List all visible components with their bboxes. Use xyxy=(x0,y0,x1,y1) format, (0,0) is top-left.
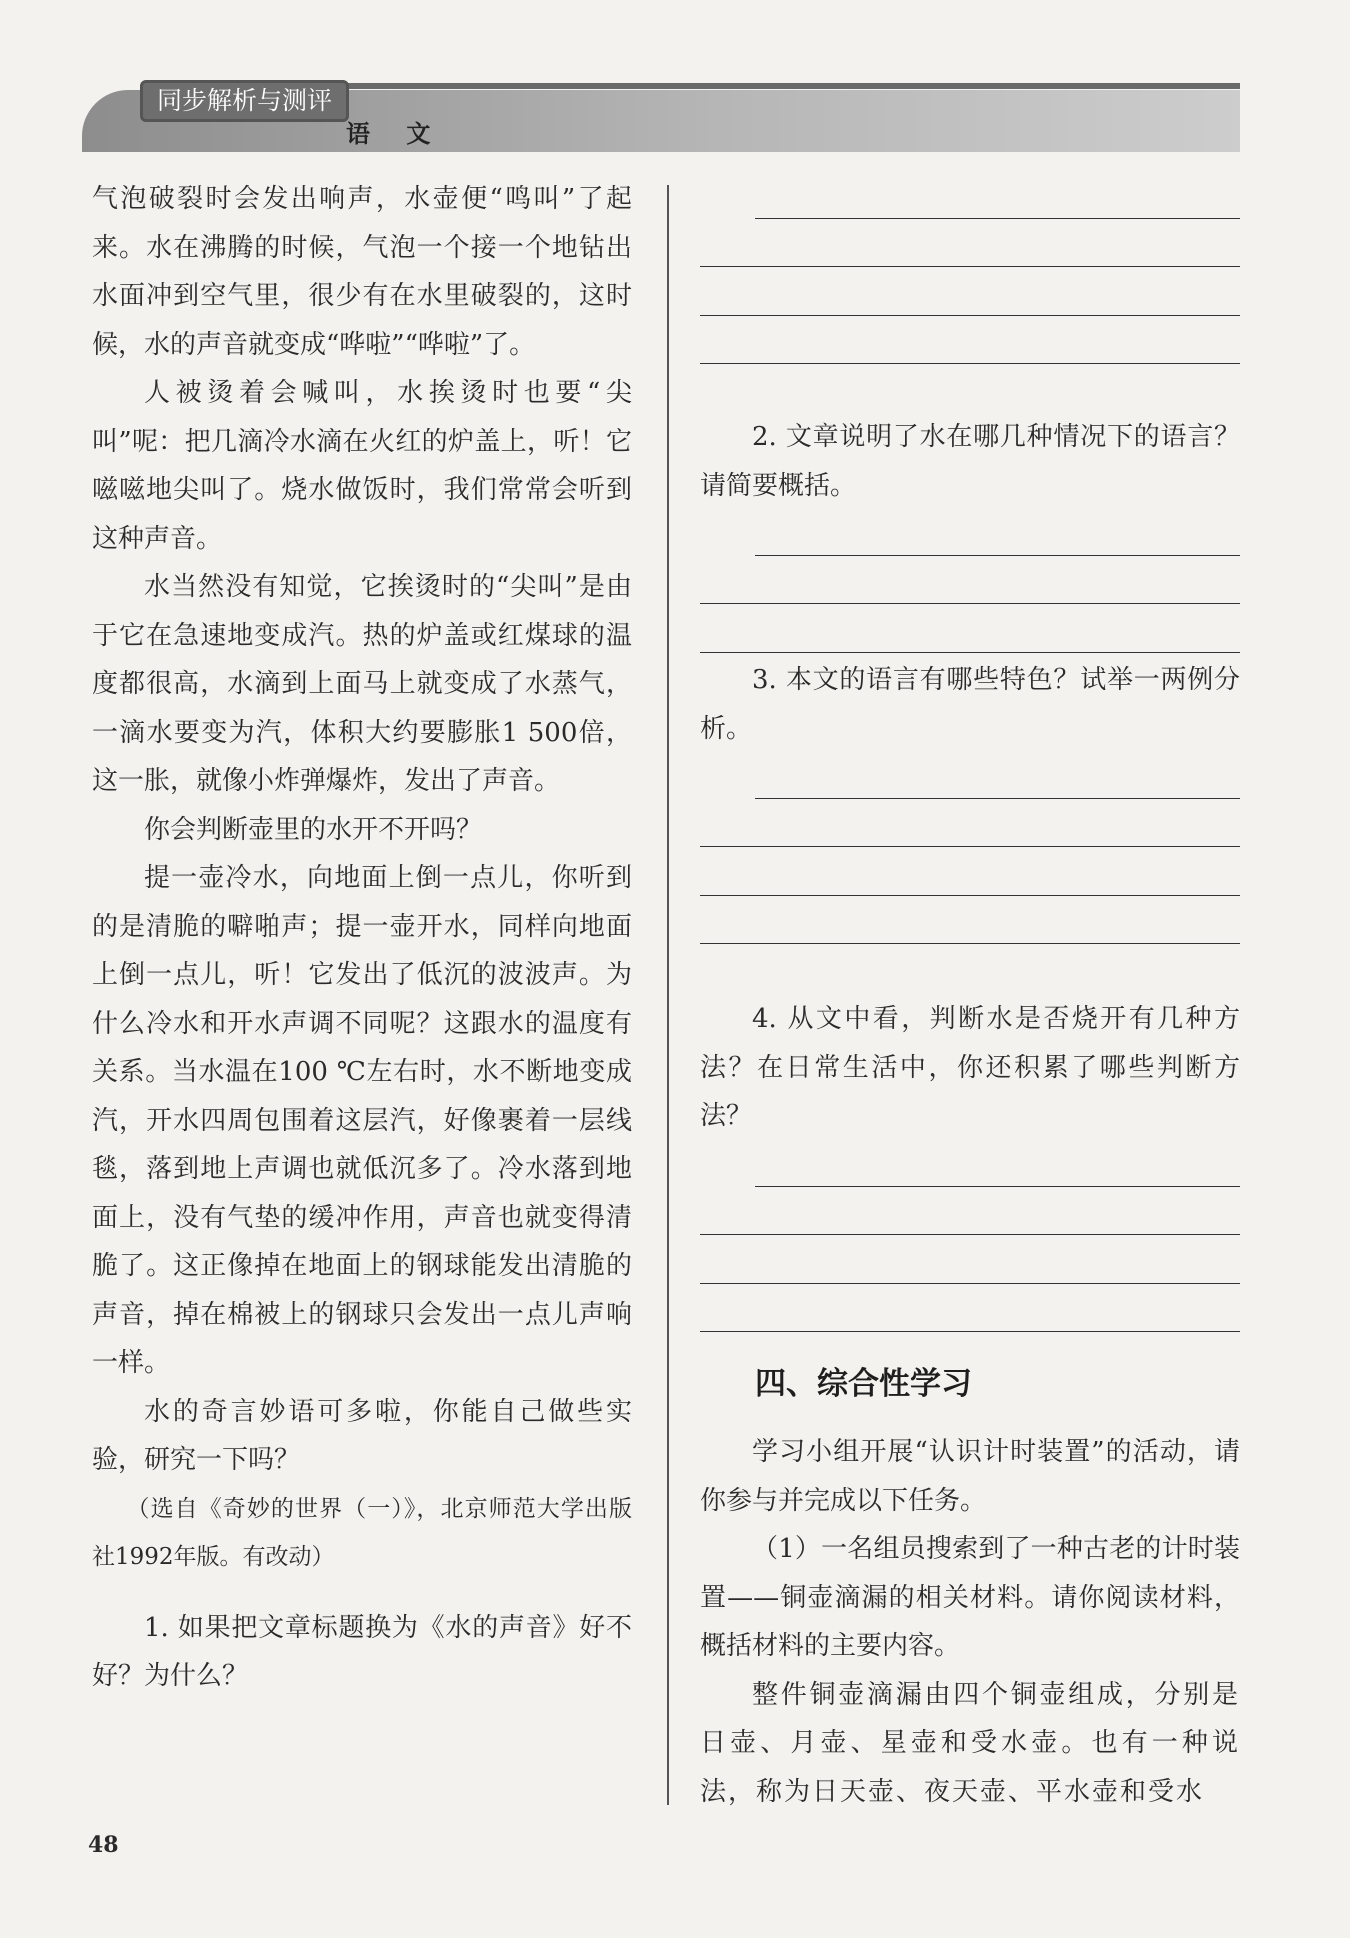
answer-line[interactable] xyxy=(700,316,1240,365)
answer-lines-q3 xyxy=(700,750,1240,944)
reading-passage xyxy=(92,175,632,1701)
answer-line[interactable] xyxy=(700,847,1240,896)
answer-line[interactable] xyxy=(700,1187,1240,1236)
answer-lines-q2 xyxy=(700,507,1240,653)
answer-lines-q4 xyxy=(700,1138,1240,1332)
source-citation: （选自《奇妙的世界（一）》，北京师范大学出版社1992年版。有改动） xyxy=(92,1495,632,1570)
question-1: 1. 如果把文章标题换为《水的声音》好不好？为什么？ xyxy=(92,1612,632,1691)
answer-line[interactable] xyxy=(755,170,1240,219)
section-title: 四、综合性学习 xyxy=(755,1366,972,1402)
page-number: 48 xyxy=(88,1832,119,1858)
comprehensive-learning xyxy=(700,1428,1240,1816)
answer-line[interactable] xyxy=(700,1235,1240,1284)
question-4: 4. 从文中看，判断水是否烧开有几种方法？在日常生活中，你还积累了哪些判断方法？ xyxy=(700,1004,1240,1131)
question-2-block xyxy=(700,413,1240,510)
answer-line[interactable] xyxy=(700,267,1240,316)
answer-line[interactable] xyxy=(700,1284,1240,1333)
answer-line[interactable] xyxy=(700,799,1240,848)
question-2: 2. 文章说明了水在哪几种情况下的语言？请简要概括。 xyxy=(700,422,1240,501)
column-divider xyxy=(667,185,669,1805)
question-3-block xyxy=(700,656,1240,753)
paragraph: 提一壶冷水，向地面上倒一点儿，你听到的是清脆的噼啪声；提一壶开水，同样向地面上倒一点儿，听！它发出了低沉的波波声。为什么冷水和开水声调不同呢？这跟水的温度有关系。当水温在100 ℃左右时，水不断地变成汽，开水四周包围着这层汽，好像裹着一层线毯，落到地上声调也就低沉多了。冷水落到地面上，没有气垫的缓冲作用，声音也就变得清脆了。这正像掉在地面上的钢球能发出清脆的声音，掉在棉被上的钢球只会发出一点儿声响一样。 xyxy=(92,863,632,1378)
answer-line[interactable] xyxy=(755,750,1240,799)
answer-line[interactable] xyxy=(700,604,1240,653)
series-title: 同步解析与测评 xyxy=(140,80,349,122)
paragraph: 气泡破裂时会发出响声，水壶便“鸣叫”了起来。水在沸腾的时候，气泡一个接一个地钻出水面冲到空气里，很少有在水里破裂的，这时候，水的声音就变成“哗啦”“哗啦”了。 xyxy=(92,184,632,360)
answer-lines-prev xyxy=(700,170,1240,364)
question-3: 3. 本文的语言有哪些特色？试举一两例分析。 xyxy=(700,665,1240,744)
subject-label: 语 文 xyxy=(346,120,445,148)
material-text: 整件铜壶滴漏由四个铜壶组成，分别是日壶、月壶、星壶和受水壶。也有一种说法，称为日天壶、夜天壶、平水壶和受水 xyxy=(700,1679,1240,1807)
paragraph: 人被烫着会喊叫，水挨烫时也要“尖叫”呢：把几滴冷水滴在火红的炉盖上，听！它嗞嗞地尖叫了。烧水做饭时，我们常常会听到这种声音。 xyxy=(92,378,632,554)
answer-line[interactable] xyxy=(700,219,1240,268)
section-intro: 学习小组开展“认识计时装置”的活动，请你参与并完成以下任务。 xyxy=(700,1437,1240,1516)
paragraph: 你会判断壶里的水开不开吗？ xyxy=(144,814,483,845)
question-4-block xyxy=(700,995,1240,1141)
paragraph: 水当然没有知觉，它挨烫时的“尖叫”是由于它在急速地变成汽。热的炉盖或红煤球的温度都很高，水滴到上面马上就变成了水蒸气，一滴水要变为汽，体积大约要膨胀1 500倍，这一胀，就像小炸弹爆炸，发出了声音。 xyxy=(92,572,632,796)
answer-line[interactable] xyxy=(700,896,1240,945)
paragraph: 水的奇言妙语可多啦，你能自己做些实验，研究一下吗？ xyxy=(92,1396,632,1475)
answer-line[interactable] xyxy=(755,507,1240,556)
task-1: （1）一名组员搜索到了一种古老的计时装置——铜壶滴漏的相关材料。请你阅读材料，概括材料的主要内容。 xyxy=(700,1534,1240,1661)
answer-line[interactable] xyxy=(700,556,1240,605)
answer-line[interactable] xyxy=(755,1138,1240,1187)
